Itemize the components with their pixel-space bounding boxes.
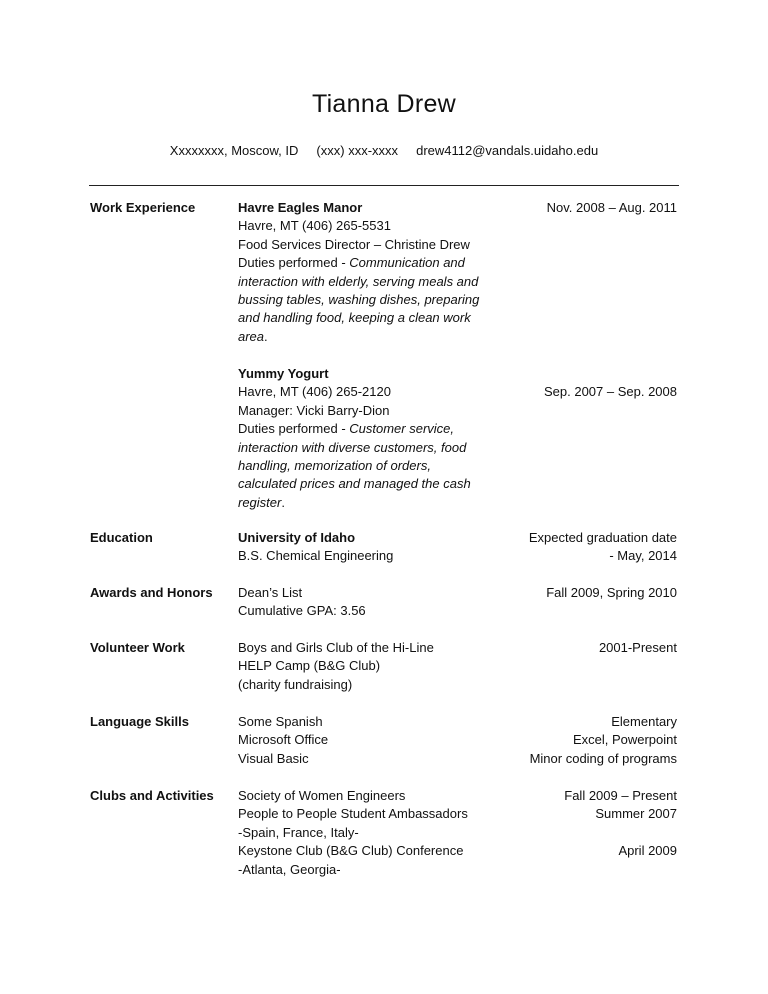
job-duties (238, 420, 488, 512)
club-item: Society of Women Engineers (238, 788, 406, 803)
job-dates-text: Sep. 2007 – Sep. 2008 (543, 384, 677, 399)
skill-item: Some Spanish (238, 714, 323, 729)
section-label-awards: Awards and Honors (90, 585, 213, 600)
volunteer-dates-text: 2001-Present (598, 640, 677, 655)
duties-end: . (264, 328, 268, 344)
job-dates (457, 199, 677, 217)
volunteer-dates (457, 639, 677, 657)
section-label-education: Education (90, 530, 153, 545)
job-havre-eagles-manor (238, 199, 488, 346)
duties-prefix: Duties performed - (238, 421, 350, 437)
section-label-clubs: Clubs and Activities (90, 788, 214, 803)
contact-line: Xxxxxxxx, Moscow, ID (xxx) xxx-xxxx drew4112@vandals.uidaho.edu (169, 143, 599, 158)
volunteer-item: HELP Camp (B&G Club) (238, 658, 381, 674)
awards-details (238, 584, 488, 621)
club-date: Fall 2009 – Present (564, 788, 677, 803)
duties-end: . (281, 494, 285, 510)
job-duties (238, 254, 488, 346)
header-divider (89, 185, 679, 186)
awards-dates (457, 584, 677, 602)
club-item: People to People Student Ambassadors (238, 806, 468, 822)
language-details (238, 713, 488, 768)
clubs-dates (457, 787, 677, 861)
section-label-work-experience: Work Experience (90, 200, 196, 215)
graduation-label: Expected graduation date (528, 530, 677, 545)
job-yummy-yogurt (238, 365, 488, 512)
volunteer-details (238, 639, 488, 694)
graduation-date: - May, 2014 (609, 548, 677, 564)
volunteer-item: Boys and Girls Club of the Hi-Line (238, 640, 434, 655)
skill-item: Microsoft Office (238, 732, 329, 748)
skill-level: Elementary (611, 714, 677, 729)
skill-level: Excel, Powerpoint (572, 732, 677, 748)
duties-text: Customer service, interaction with diverse customers, food handling, memorization of orders, calculated prices and managed the cash register (238, 421, 471, 510)
award-item: Dean’s List (238, 585, 303, 600)
club-item: -Atlanta, Georgia- (238, 861, 341, 877)
employer-name: Yummy Yogurt (238, 366, 329, 381)
resume-name: Tianna Drew (311, 90, 457, 118)
employer-location-phone: Havre, MT (406) 265-2120 (238, 384, 391, 400)
club-item: -Spain, France, Italy- (238, 824, 359, 840)
duties-prefix: Duties performed - (238, 255, 350, 271)
degree: B.S. Chemical Engineering (238, 548, 394, 564)
section-label-language-skills: Language Skills (90, 714, 189, 729)
club-item: Keystone Club (B&G Club) Conference (238, 843, 464, 859)
education-details (238, 529, 488, 566)
skill-item: Visual Basic (238, 750, 309, 766)
duties-text: Communication and interaction with elderly, serving meals and bussing tables, washing dishes, preparing and handling food, keeping a clean work area (238, 255, 480, 344)
clubs-details (238, 787, 488, 879)
skill-level: Minor coding of programs (529, 750, 677, 766)
education-dates (457, 529, 677, 566)
employer-name: Havre Eagles Manor (238, 200, 363, 215)
job-title: Manager: Vicki Barry-Dion (238, 402, 390, 418)
job-title: Food Services Director – Christine Drew (238, 236, 470, 252)
award-item: Cumulative GPA: 3.56 (238, 603, 366, 619)
club-date: April 2009 (618, 843, 677, 859)
school-name: University of Idaho (238, 530, 356, 545)
employer-location-phone: Havre, MT (406) 265-5531 (238, 218, 391, 234)
language-levels (457, 713, 677, 768)
job-dates (457, 383, 677, 401)
awards-dates-text: Fall 2009, Spring 2010 (546, 585, 677, 600)
job-dates-text: Nov. 2008 – Aug. 2011 (546, 200, 677, 215)
club-date: Summer 2007 (595, 806, 677, 822)
volunteer-item: (charity fundraising) (238, 676, 353, 692)
section-label-volunteer: Volunteer Work (90, 640, 185, 655)
